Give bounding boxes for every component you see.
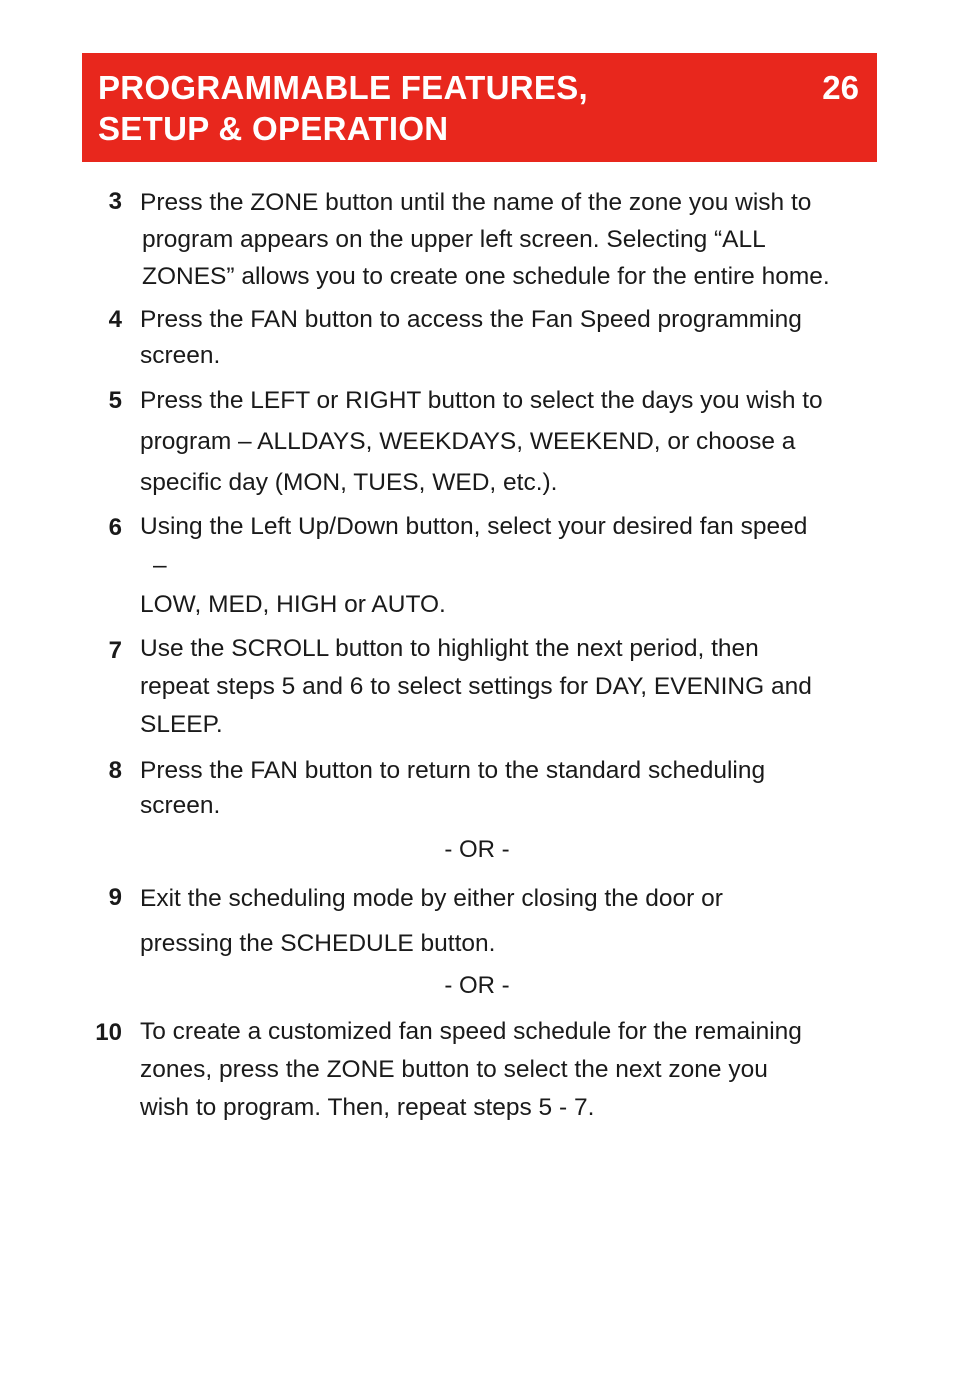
step-text [140, 507, 875, 624]
step-line: program – ALLDAYS, WEEKDAYS, WEEKEND, or choose a [140, 428, 796, 455]
or-separator: - OR - [444, 836, 510, 863]
step-text [140, 1013, 875, 1127]
step-number: 8 [108, 757, 122, 784]
step-text [140, 302, 875, 374]
page-number: 26 [822, 69, 859, 106]
section-title-line-2: SETUP & OPERATION [98, 110, 449, 147]
section-title-line-1: PROGRAMMABLE FEATURES, [98, 69, 588, 106]
step-line: screen. [140, 792, 221, 819]
step-line: SLEEP. [140, 711, 223, 738]
step-text [140, 184, 875, 295]
step-text [140, 630, 875, 744]
step-line: Press the ZONE button until the name of the zone you wish to [140, 189, 812, 216]
step-line: repeat steps 5 and 6 to select settings for DAY, EVENING and [140, 673, 812, 700]
step-line: ZONES” allows you to create one schedule for the entire home. [142, 263, 830, 290]
step-text [140, 380, 875, 503]
step-line: wish to program. Then, repeat steps 5 - 7. [140, 1094, 595, 1121]
step-line: program appears on the upper left screen. Selecting “ALL [142, 226, 766, 253]
step-line: Using the Left Up/Down button, select your desired fan speed [140, 513, 808, 540]
step-line: Press the FAN button to return to the standard scheduling [140, 757, 766, 784]
step-number: 3 [108, 188, 122, 215]
section-header [82, 53, 877, 162]
step-number: 6 [108, 514, 122, 541]
step-line: To create a customized fan speed schedule for the remaining [140, 1018, 802, 1045]
step-line: – [153, 552, 167, 579]
step-line: Use the SCROLL button to highlight the next period, then [140, 635, 759, 662]
step-line: screen. [140, 342, 221, 369]
step-text [140, 876, 875, 966]
step-number: 4 [108, 306, 122, 333]
step-line: Press the FAN button to access the Fan Speed programming [140, 306, 802, 333]
step-line: zones, press the ZONE button to select the next zone you [140, 1056, 768, 1083]
section-title [98, 67, 588, 149]
step-number: 9 [108, 884, 122, 911]
step-line: pressing the SCHEDULE button. [140, 930, 496, 957]
step-line: Press the LEFT or RIGHT button to select the days you wish to [140, 387, 823, 414]
step-number: 5 [108, 387, 122, 414]
step-line: Exit the scheduling mode by either closing the door or [140, 885, 723, 912]
step-text [140, 753, 875, 823]
step-line: LOW, MED, HIGH or AUTO. [140, 591, 446, 618]
step-number: 7 [108, 637, 122, 664]
step-line: specific day (MON, TUES, WED, etc.). [140, 469, 558, 496]
step-number: 10 [95, 1019, 122, 1046]
or-separator: - OR - [444, 972, 510, 999]
